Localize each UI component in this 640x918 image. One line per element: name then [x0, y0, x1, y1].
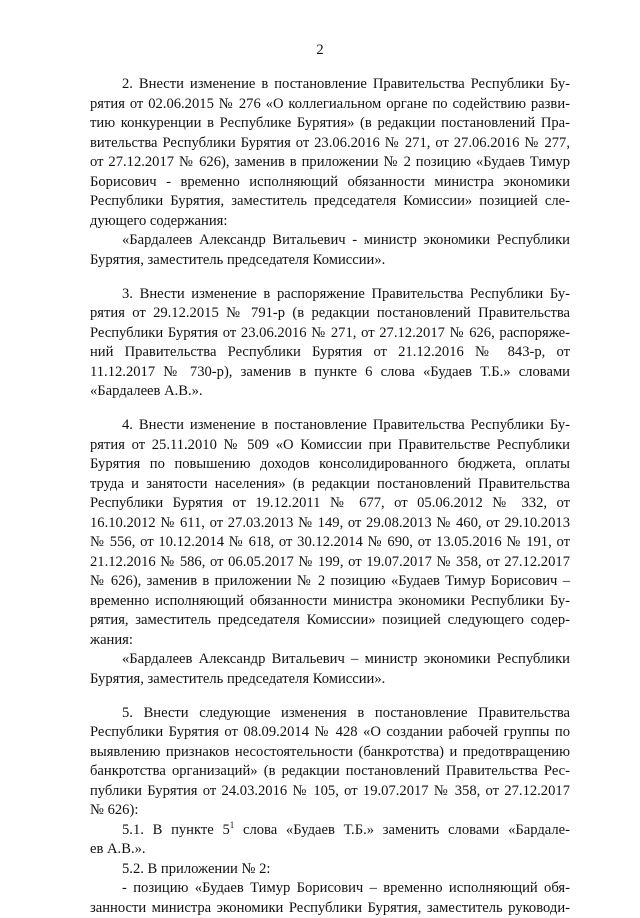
text-line: труда и занятости населения» (в редакции постановлений Правительства: [90, 476, 570, 492]
text-line: занности министра экономики Республики Бурятия, заместитель руководи-: [90, 900, 570, 916]
text-line: Бурятия по повышению доходов консолидированного бюджета, оплаты: [90, 456, 570, 472]
text-line: 5.2. В приложении № 2:: [122, 861, 271, 877]
text-line: Республики Бурятия от 19.12.2011 № 677, от 05.06.2012 № 332, от: [90, 495, 570, 511]
text-line: рятия от 02.06.2015 № 276 «О коллегиальном органе по содействию разви-: [90, 96, 570, 112]
text-line: вительства Республики Бурятия от 23.06.2016 № 271, от 27.06.2016 № 277,: [90, 135, 570, 151]
text-line: № 626), заменив в приложении № 2 позицию «Будаев Тимур Борисович –: [90, 573, 570, 589]
text-line: 4. Внести изменение в постановление Правительства Республики Бу-: [122, 417, 570, 433]
text-line: 5. Внести следующие изменения в постановление Правительства: [122, 705, 570, 721]
text-line: 11.12.2017 № 730-р), заменив в пункте 6 слова «Будаев Т.Б.» словами: [90, 364, 570, 380]
text-line: Республики Бурятия от 23.06.2016 № 271, от 27.12.2017 № 626, распоряже-: [90, 325, 570, 341]
text-line: 16.10.2012 № 611, от 27.03.2013 № 149, от 29.08.2013 № 460, от 29.10.2013: [90, 515, 570, 531]
text-line: ний Правительства Республики Бурятия от 21.12.2016 № 843-р, от: [90, 344, 570, 360]
text-line: рятия, заместитель председателя Комиссии» позицией следующего содер-: [90, 612, 570, 628]
text-line: «Бардалеев Александр Витальевич - министр экономики Республики: [122, 232, 570, 248]
text-line: рятия от 25.11.2010 № 509 «О Комиссии при Правительстве Республики: [90, 437, 570, 453]
page-number: 2: [316, 42, 324, 58]
text-line: [122, 821, 570, 840]
text-line: № 556, от 10.12.2014 № 618, от 30.12.2014 № 690, от 13.05.2016 № 191, от: [90, 534, 570, 550]
text-line: выявлению признаков несостоятельности (банкротства) и предотвращению: [90, 744, 570, 760]
text-segment: слова «Будаев Т.Б.» заменить словами «Бардале-: [234, 822, 570, 838]
text-line: дующего содержания:: [90, 213, 228, 229]
text-line: Республики Бурятия, заместитель председателя Комиссии» позицией сле-: [90, 193, 570, 209]
text-line: 21.12.2016 № 586, от 06.05.2017 № 199, от 19.07.2017 № 358, от 27.12.2017: [90, 554, 570, 570]
text-line: № 626):: [90, 802, 139, 818]
text-line: Бурятия, заместитель председателя Комиссии».: [90, 252, 386, 268]
text-line: - позицию «Будаев Тимур Борисович – временно исполняющий обя-: [122, 880, 570, 896]
text-line: рятия от 29.12.2015 № 791-р (в редакции постановлений Правительства: [90, 305, 570, 321]
text-segment: 5.1. В пункте 5: [122, 822, 230, 838]
text-line: Республики Бурятия от 08.09.2014 № 428 «О создании рабочей группы по: [90, 724, 570, 740]
text-line: «Бардалеев А.В.».: [90, 383, 203, 399]
text-line: жания:: [90, 632, 133, 648]
text-line: временно исполняющий обязанности министра экономики Республики Бу-: [90, 593, 570, 609]
text-line: Бурятия, заместитель председателя Комиссии».: [90, 671, 386, 687]
text-line: банкротства организаций» (в редакции постановлений Правительства Рес-: [90, 763, 570, 779]
text-line: от 27.12.2017 № 626), заменив в приложении № 2 позицию «Будаев Тимур: [90, 154, 570, 170]
text-line: публики Бурятия от 24.03.2016 № 105, от 19.07.2017 № 358, от 27.12.2017: [90, 783, 570, 799]
text-line: 3. Внести изменение в распоряжение Правительства Республики Бу-: [122, 286, 570, 302]
text-line: тию конкуренции в Республике Бурятия» (в редакции постановлений Пра-: [90, 115, 570, 131]
text-line: 2. Внести изменение в постановление Правительства Республики Бу-: [122, 76, 570, 92]
text-line: ев А.В.».: [90, 841, 146, 857]
text-line: «Бардалеев Александр Витальевич – министр экономики Республики: [122, 651, 570, 667]
text-line: Борисович - временно исполняющий обязанности министра экономики: [90, 174, 570, 190]
superscript: 1: [229, 820, 235, 831]
